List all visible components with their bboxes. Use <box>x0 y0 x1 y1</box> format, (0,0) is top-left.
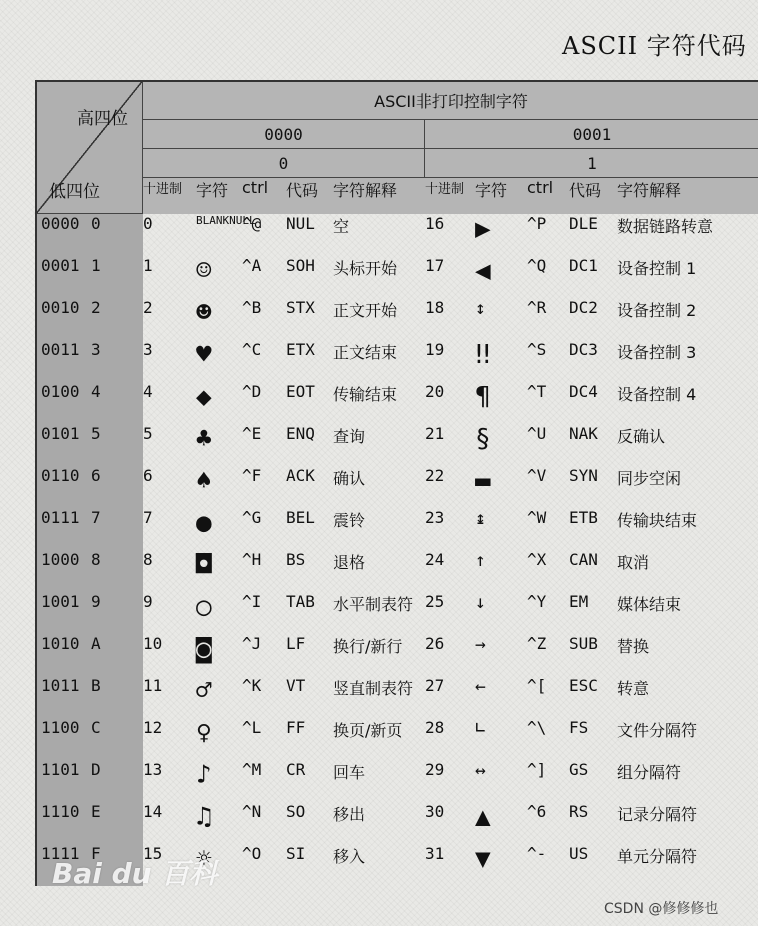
group-1-digit: 1 <box>425 149 758 178</box>
group-0-bits: 0000 <box>143 120 425 149</box>
page-title: ASCII 字符代码 <box>562 32 747 60</box>
baidu-watermark: Bai du 百科 <box>52 857 218 890</box>
group-title: ASCII非打印控制字符 <box>143 82 758 120</box>
csdn-watermark: CSDN @修修修也 <box>604 901 719 917</box>
high-bits-label: 高四位 <box>77 109 128 129</box>
low-bits-label: 低四位 <box>49 182 100 202</box>
ascii-control-table <box>35 80 758 886</box>
table-corner-header <box>37 82 143 214</box>
group-1-bits: 0001 <box>425 120 758 149</box>
group-0-digit: 0 <box>143 149 425 178</box>
